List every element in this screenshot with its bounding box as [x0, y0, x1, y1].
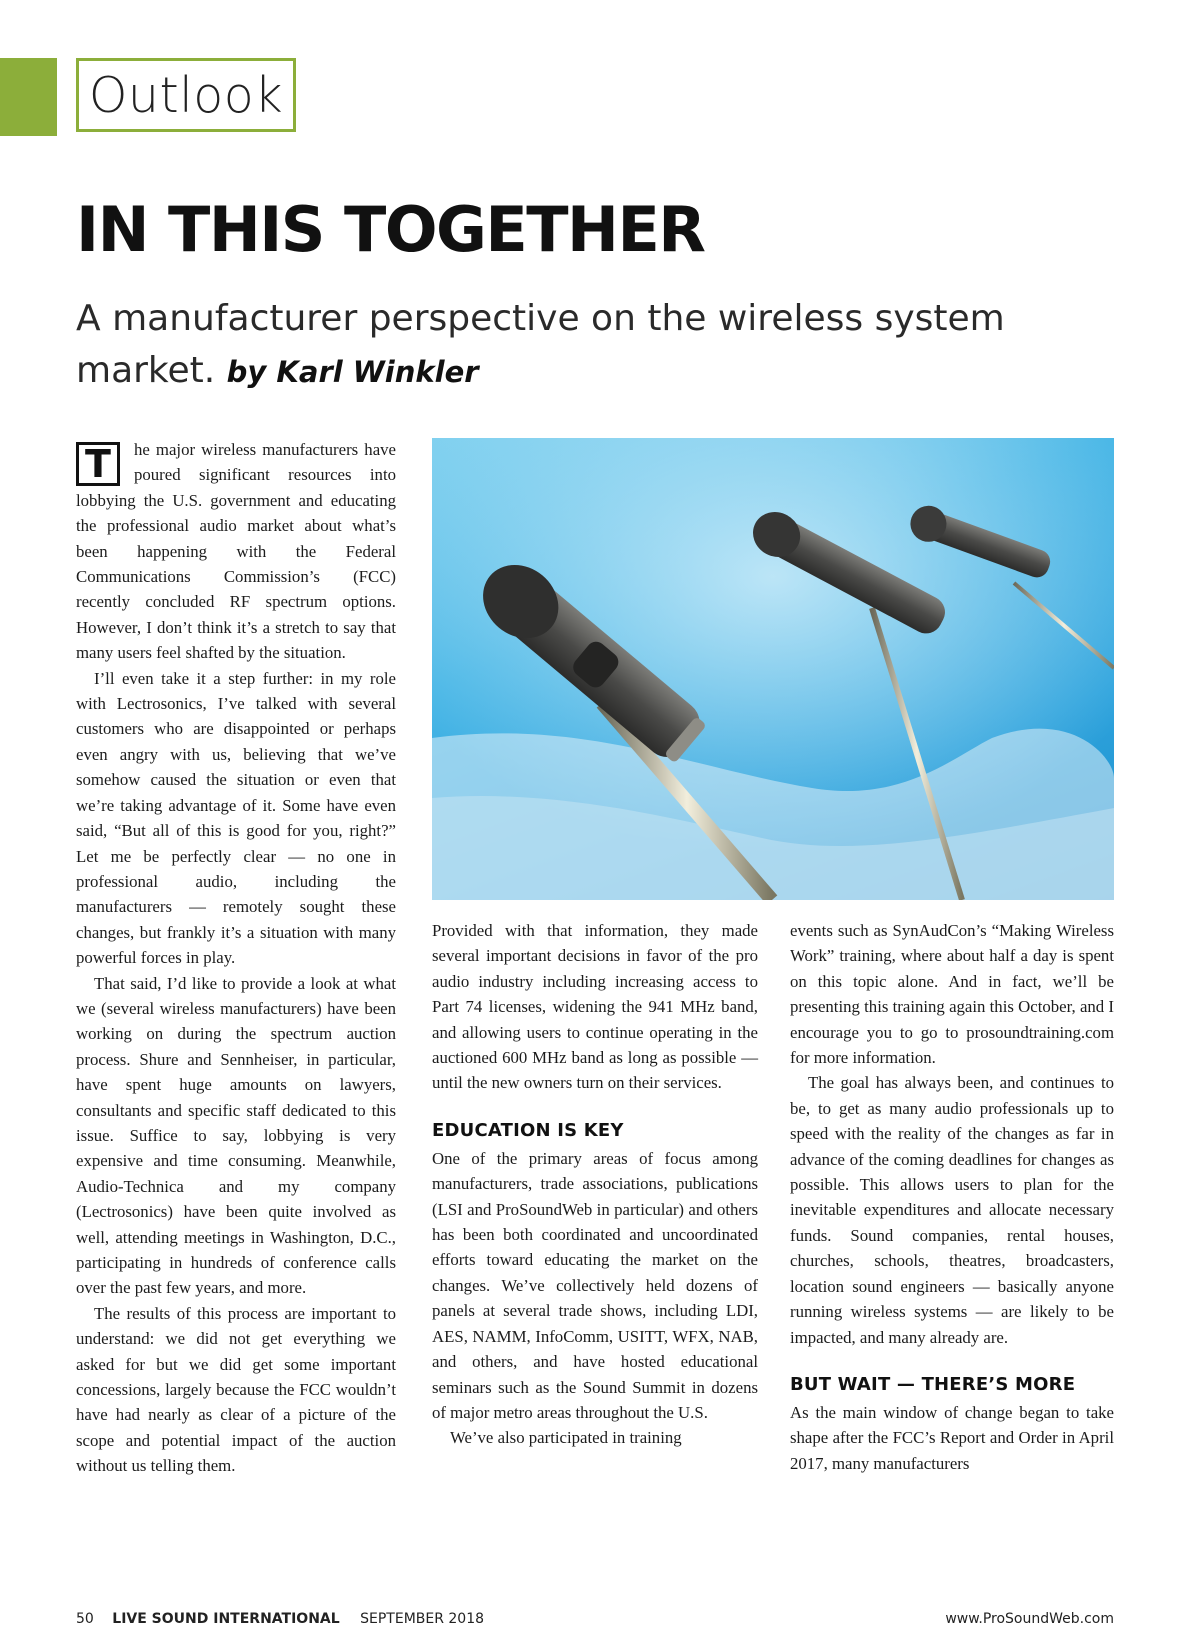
byline: by Karl Winkler	[226, 355, 479, 389]
paragraph: The goal has always been, and continues to be, to get as many audio professionals up to speed with the reality of the changes as far in advance of the coming deadlines for changes as possible. This allows users to plan for the inevitable expenditures and allocate necessary funds. Sound companies, rental houses, churches, schools, theatres, broadcasters, location sound engineers — basically anyone running wireless systems — are likely to be impacted, and many already are.	[790, 1073, 1114, 1347]
paragraph: The results of this process are important to understand: we did not get everything we asked for but we did get some important concessions, largely because the FCC wouldn’t have had nearly as clear of a picture of the scope and potential impact of the auction without us telling them.	[76, 1303, 396, 1476]
microphones-illustration	[432, 438, 1114, 900]
drop-cap: T	[76, 442, 120, 486]
paragraph: One of the primary areas of focus among manufacturers, trade associations, publications (LSI and ProSoundWeb in particular) and others has been both coordinated and uncoordinated efforts toward educating the market on the changes. We’ve collectively held dozens of panels at several trade shows, including LDI, AES, NAMM, InfoComm, USITT, WFX, NAB, and others, and have hosted educational seminars such as the Sound Summit in dozens of major metro areas throughout the U.S.	[432, 1148, 758, 1422]
deck-text: A manufacturer perspective on the wireless system market.	[76, 298, 1005, 391]
website-url: www.ProSoundWeb.com	[945, 1611, 1114, 1627]
page-footer	[76, 1611, 484, 1627]
paragraph: T he major wireless manufacturers have poured significant resources into lobbying the U.S. government and educating the professional audio market about what’s been happening with the Federal Communications Commission’s (FCC) recently concluded RF spectrum options. However, I don’t think it’s a stretch to say that many users feel shafted by the situation.	[76, 440, 396, 663]
microphones-photo	[432, 438, 1114, 900]
paragraph: That said, I’d like to provide a look at what we (several wireless manufacturers) have been working on during the spectrum auction process. Shure and Sennheiser, in particular, have spent huge amounts on lawyers, consultants and specific staff dedicated to this issue. Suffice to say, lobbying is very expensive and time consuming. Meanwhile, Audio-Technica and my company (Lectrosonics) have been quite involved as well, attending meetings in Washington, D.C., participating in hundreds of conference calls over the past few years, and more.	[76, 973, 396, 1298]
section-label: Outlook	[76, 58, 296, 132]
column-3	[790, 918, 1114, 1476]
column-1	[76, 437, 396, 1479]
subhead-education: EDUCATION IS KEY	[432, 1119, 624, 1141]
paragraph: Provided with that information, they made several important decisions in favor of the pro audio industry including increasing access to Part 74 licenses, widening the 941 MHz band, and allowing users to continue operating in the auctioned 600 MHz band as long as possible — until the new owners turn on their services.	[432, 921, 758, 1093]
page-number: 50	[76, 1611, 94, 1627]
paragraph: I’ll even take it a step further: in my role with Lectrosonics, I’ve talked with several customers who are disappointed or perhaps even angry with us, believing that we’ve somehow caused the situation or even that we’re taking advantage of it. Some have even said, “But all of this is good for you, right?” Let me be perfectly clear — no one in professional audio, including the manufacturers — remotely sought these changes, but frankly it’s a situation with many powerful forces in play.	[76, 668, 396, 968]
article-headline: IN THIS TOGETHER	[76, 193, 705, 266]
paragraph: As the main window of change began to take shape after the FCC’s Report and Order in April 2017, many manufacturers	[790, 1402, 1114, 1473]
section-color-tab	[0, 58, 57, 136]
column-2	[432, 918, 758, 1451]
paragraph: We’ve also participated in training	[450, 1428, 682, 1448]
magazine-name: LIVE SOUND INTERNATIONAL	[112, 1611, 340, 1627]
issue-date: SEPTEMBER 2018	[360, 1611, 485, 1627]
subhead-more: BUT WAIT — THERE’S MORE	[790, 1373, 1076, 1395]
paragraph: events such as SynAudCon’s “Making Wireless Work” training, where about half a day is spent on this topic alone. And in fact, we’ll be presenting this training again this October, and I encourage you to go to prosoundtraining.com for more information.	[790, 921, 1114, 1068]
article-deck	[76, 293, 1076, 398]
